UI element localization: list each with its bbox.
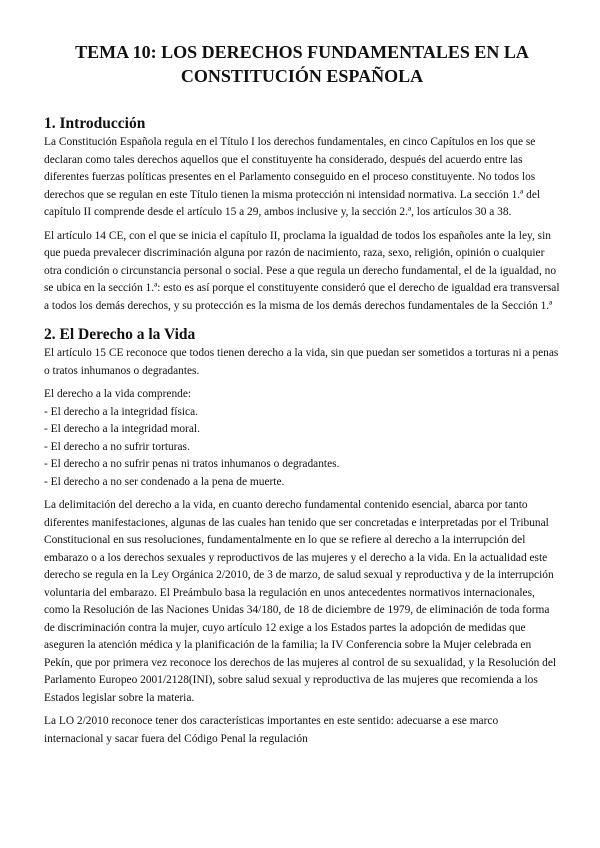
- paragraph: La delimitación del derecho a la vida, en cuanto derecho fundamental contenido esencial, abarca por tanto diferentes manifestaciones, algunas de las cuales han tenido que ser concretadas e interpretadas por el Tribunal Constitucional en sus resoluciones, fundamentalmente en lo que se refiere al derecho a la interrupción del embarazo o a los derechos sexuales y reproductivos de las mujeres y el derecho a la vida. En la actualidad este derecho se regula en la Ley Orgánica 2/2010, de 3 de marzo, de salud sexual y reproductiva y de la interrupción voluntaria del embarazo. El Preámbulo basa la regulación en unos antecedentes normativos internacionales, como la Resolución de las Naciones Unidas 34/180, de 18 de diciembre de 1979, de eliminación de toda forma de discriminación contra la mujer, cuyo artículo 12 exige a los Estados partes la adopción de medidas que aseguren la atención médica y la planificación de la familia; la IV Conferencia sobre la Mujer celebrada en Pekín, que por primera vez reconoce los derechos de las mujeres al control de su sexualidad, y la Resolución del Parlamento Europeo 2001/2128(INI), sobre salud sexual y reproductiva de las mujeres que recomienda a los Estados legislar sobre la materia.: [44, 499, 557, 704]
- paragraph: El artículo 14 CE, con el que se inicia el capítulo II, proclama la igualdad de todos los españoles ante la ley, sin que pueda prevalecer discriminación alguna por razón de nacimiento, raza, sexo, religión, opinión o cualquier otra condición o circunstancia personal o social. Pese a que regula un derecho fundamental, el de la igualdad, no se ubica en la sección 1.ª: esto es así porque el constituyente consideró que el derecho de igualdad era transversal a todos los demás derechos, y su protección es la misma de los demás derechos fundamentales de la Sección 1.ª: [44, 229, 560, 312]
- list-item: - El derecho a la integridad moral.: [44, 423, 200, 435]
- document-title: TEMA 10: LOS DERECHOS FUNDAMENTALES EN LA CONSTITUCIÓN ESPAÑOLA: [75, 42, 529, 86]
- paragraph: La LO 2/2010 reconoce tener dos características importantes en este sentido: adecuarse a ese marco internacional y sacar fuera del Código Penal la regulación: [44, 715, 499, 745]
- list-item: - El derecho a no sufrir penas ni tratos inhumanos o degradantes.: [44, 458, 340, 470]
- paragraph: La Constitución Española regula en el Título I los derechos fundamentales, en cinco Capítulos en los que se declaran como tales derechos aquellos que el constituyente ha considerado, después del acuerdo entre las diferentes fuerzas políticas presentes en el Parlamento conseguido en el proceso constituyente. No todos los derechos que se regulan en este Título tienen la misma protección ni intensidad normativa. La sección 1.ª del capítulo II comprende desde el artículo 15 a 29, ambos inclusive y, la sección 2.ª, los artículos 30 a 38.: [44, 136, 541, 218]
- paragraph: El artículo 15 CE reconoce que todos tienen derecho a la vida, sin que puedan ser sometidos a torturas ni a penas o tratos inhumanos o degradantes.: [44, 347, 559, 377]
- rights-list: [44, 386, 560, 491]
- list-intro: El derecho a la vida comprende:: [44, 388, 192, 400]
- document-page: [44, 40, 560, 754]
- list-item: - El derecho a no sufrir torturas.: [44, 440, 190, 453]
- section-heading-derecho-vida: 2. El Derecho a la Vida: [44, 326, 196, 343]
- section-heading-introduccion: 1. Introducción: [44, 115, 146, 132]
- list-item: - El derecho a la integridad física.: [44, 405, 199, 418]
- list-item: - El derecho a no ser condenado a la pena de muerte.: [44, 475, 285, 488]
